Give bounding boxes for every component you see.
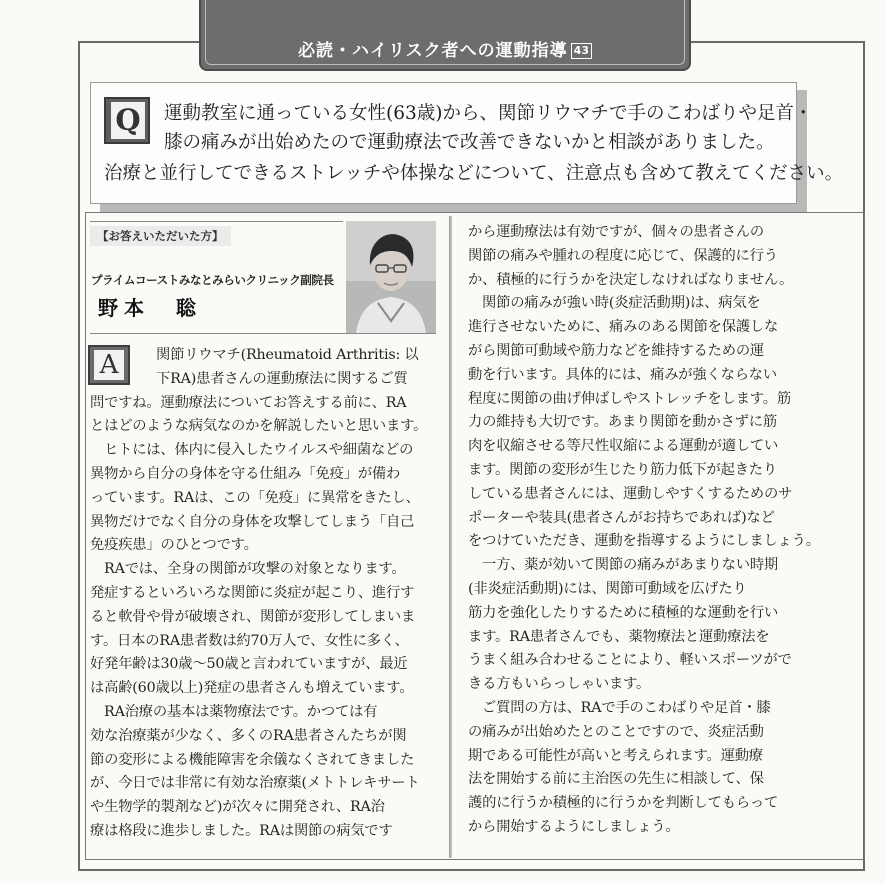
answer-right-line: ポーターや装具(患者さんがお持ちであれば)など [468, 509, 775, 526]
answer-left-line: や生物学的製剤など)が次々に開発され、RA治 [90, 799, 385, 816]
answer-right-line: 筋力を強化したりするために積極的な運動を行い [468, 604, 779, 621]
answer-badge: A [88, 345, 130, 385]
answer-left-column [90, 392, 427, 844]
answer-right-line: 程度に関節の曲げ伸ばしやストレッチをします。筋 [468, 390, 791, 407]
answerer-tag: 【お答えいただいた方】 [90, 226, 231, 246]
answer-right-line: 力の維持も大切です。あまり関節を動かさずに筋 [468, 414, 777, 431]
answer-left-line: 免疫疾患」のひとつです。 [90, 537, 258, 554]
author-photo [346, 221, 436, 333]
answer-right-line: をつけていただき、運動を指導するようにしましょう。 [468, 533, 820, 550]
author-affiliation: プライムコーストみなとみらいクリニック副院長 [91, 273, 334, 287]
answer-left-line: 問ですね。運動療法についてお答えする前に、RA [90, 394, 407, 411]
answer-left-line: 節の変形による機能障害を余儀なくされてきました [90, 751, 415, 768]
answer-left-line: 療は格段に進歩しました。RAは関節の病気です [90, 822, 393, 839]
answer-left-line: 下RA)患者さんの運動療法に関するご質 [156, 370, 408, 387]
column-divider [449, 216, 452, 858]
answer-left-line: は高齢(60歳以上)発症の患者さんも増えています。 [90, 680, 414, 697]
answer-right-line: から開始するようにしましょう。 [468, 818, 680, 835]
answer-right-line: 護的に行うか積極的に行うかを判断してもらって [468, 795, 779, 812]
answer-right-column [468, 221, 820, 840]
answer-left-line: が、今日では非常に有効な治療薬(メトトレキサート [90, 775, 420, 792]
answer-left-intro [156, 344, 419, 392]
answer-right-line: している患者さんには、運動しやすくするためのサ [468, 485, 793, 502]
answer-right-line: 一方、薬が効いて関節の痛みがあまりない時期 [482, 557, 779, 574]
question-line-3: 治療と並行してできるストレッチや体操などについて、注意点も含めて教えてください。 [104, 163, 844, 184]
answer-left-line: 関節リウマチ(Rheumatoid Arthritis: 以 [156, 347, 419, 363]
answer-right-line: 期である可能性が高いと考えられます。運動療 [468, 747, 763, 764]
answer-left-line: 好発年齢は30歳～50歳と言われていますが、最近 [90, 656, 408, 673]
answer-left-line: とはどのような病気なのかを解説したいと思います。 [90, 418, 428, 435]
answer-left-line: ヒトには、体内に侵入したウイルスや細菌などの [104, 442, 414, 459]
answer-left-line: 効な治療薬が少なく、多くのRA患者さんたちが関 [90, 727, 407, 744]
question-line-1: 運動教室に通っている女性(63歳)から、関節リウマチで手のこわばりや足首・ [164, 103, 813, 124]
answer-left-line: 発症するといろいろな関節に炎症が起こり、進行す [90, 584, 415, 601]
answer-right-line: ます。関節の変形が生じたり筋力低下が起きたり [468, 461, 777, 478]
author-name: 野本 聡 [98, 296, 202, 320]
header-banner [199, 0, 691, 71]
answer-right-line: から運動療法は有効ですが、個々の患者さんの [468, 224, 765, 240]
question-badge: Q [104, 97, 150, 144]
answer-right-line: きる方もいらっしゃいます。 [468, 676, 651, 693]
answer-right-line: 関節の痛みが強い時(炎症活動期)は、病気を [482, 295, 761, 312]
answer-left-line: RAでは、全身の関節が攻撃の対象となります。 [104, 561, 406, 578]
series-number: 43 [571, 43, 592, 59]
answer-right-line: ます。RA患者さんでも、薬物療法と運動療法を [468, 628, 770, 645]
portrait-image [346, 221, 436, 333]
answer-right-line: (非炎症活動期)には、関節可動域を広げたり [468, 580, 747, 597]
question-line-2: 膝の痛みが出始めたので運動療法で改善できないかと相談がありました。 [164, 132, 775, 153]
answer-right-line: うまく組み合わせることにより、軽いスポーツがで [468, 652, 792, 669]
answer-right-line: の痛みが出始めたとのことですので、炎症活動 [468, 723, 764, 740]
answer-left-line: 異物だけでなく自分の身体を攻撃してしまう「自己 [90, 513, 415, 530]
answer-left-line: RA治療の基本は薬物療法です。かつては有 [104, 703, 378, 720]
answer-left-line: 異物から自分の身体を守る仕組み「免疫」が備わ [90, 465, 401, 482]
answer-left-line: ると軟骨や骨が破壊され、関節が変形してしまいま [90, 608, 416, 625]
answer-right-line: 進行させないために、痛みのある関節を保護しな [468, 319, 779, 336]
answer-left-line: っています。RAは、この「免疫」に異常をきたし、 [90, 489, 420, 506]
answer-left-line: す。日本のRA患者数は約70万人で、女性に多く、 [90, 632, 409, 649]
answer-right-line: 法を開始する前に主治医の先生に相談して、保 [468, 771, 764, 788]
series-title-text: 必読・ハイリスク者への運動指導 [298, 41, 568, 61]
answer-right-line: がら関節可動域や筋力などを維持するための運 [468, 342, 765, 359]
answer-right-line: 肉を収縮させる等尺性収縮による運動が適してい [468, 438, 779, 455]
answer-right-line: 動を行います。具体的には、痛みが強くならない [468, 366, 777, 383]
answer-right-line: 関節の痛みや腫れの程度に応じて、保護的に行う [468, 247, 778, 264]
answer-right-line: か、積極的に行うかを決定しなければなりません。 [468, 271, 794, 288]
series-title [201, 36, 689, 61]
answer-right-line: ご質問の方は、RAで手のこわばりや足首・膝 [482, 699, 771, 716]
